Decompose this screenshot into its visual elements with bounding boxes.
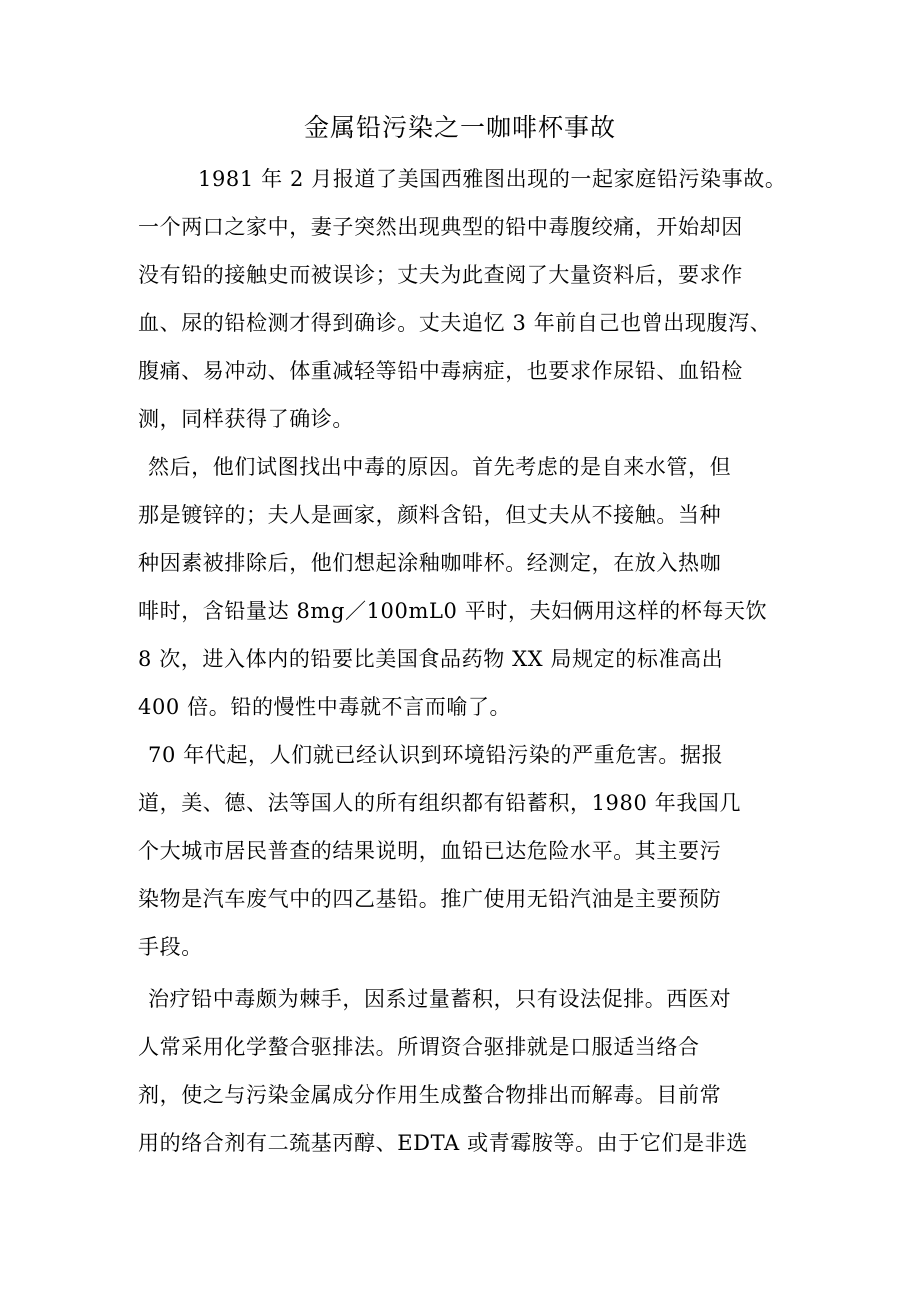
document-title: 金属铅污染之一咖啡杯事故 (303, 113, 616, 142)
paragraph-2-line-4: 啡时，含铅量达 8mg／100mL0 平时，夫妇俩用这样的杯每天饮 (138, 599, 768, 623)
paragraph-1-line-5: 腹痛、易冲动、体重减轻等铅中毒病症，也要求作尿铅、血铅检 (138, 359, 743, 383)
paragraph-1-line-4: 血、尿的铅检测才得到确诊。丈夫追忆 3 年前自己也曾出现腹泻、 (138, 311, 772, 335)
paragraph-4-line-3: 剂，使之与污染金属成分作用生成螯合物排出而解毒。目前常 (138, 1083, 722, 1107)
paragraph-3-line-5: 手段。 (138, 935, 203, 959)
paragraph-2-line-5: 8 次，进入体内的铅要比美国食品药物 XX 局规定的标准高出 (138, 647, 724, 671)
paragraph-2-line-2: 那是镀锌的；夫人是画家，颜料含铅，但丈夫从不接触。当种 (138, 503, 722, 527)
paragraph-3-line-2: 道，美、德、法等国人的所有组织都有铅蓄积，1980 年我国几 (138, 791, 742, 815)
paragraph-3-line-1: 70 年代起，人们就已经认识到环境铅污染的严重危害。据报 (148, 743, 724, 767)
paragraph-1-line-6: 测，同样获得了确诊。 (138, 407, 354, 431)
paragraph-4-line-1: 治疗铅中毒颇为棘手，因系过量蓄积，只有设法促排。西医对 (148, 987, 732, 1011)
paragraph-2-line-1: 然后，他们试图找出中毒的原因。首先考虑的是自来水管，但 (148, 455, 732, 479)
paragraph-4-line-2: 人常采用化学螯合驱排法。所谓资合驱排就是口服适当络合 (138, 1035, 700, 1059)
paragraph-1-line-2: 一个两口之家中，妻子突然出现典型的铅中毒腹绞痛，开始却因 (138, 215, 743, 239)
paragraph-1-line-1: 1981 年 2 月报道了美国西雅图出现的一起家庭铅污染事故。 (198, 167, 787, 191)
paragraph-2-line-3: 种因素被排除后，他们想起涂釉咖啡杯。经测定，在放入热咖 (138, 551, 722, 575)
paragraph-1-line-3: 没有铅的接触史而被误诊；丈夫为此查阅了大量资料后，要求作 (138, 263, 743, 287)
paragraph-3-line-3: 个大城市居民普查的结果说明，血铅已达危险水平。其主要污 (138, 839, 722, 863)
paragraph-2-line-6: 400 倍。铅的慢性中毒就不言而喻了。 (138, 695, 512, 719)
paragraph-3-line-4: 染物是汽车废气中的四乙基铅。推广使用无铅汽油是主要预防 (138, 887, 722, 911)
paragraph-4-line-4: 用的络合剂有二巯基丙醇、EDTA 或青霉胺等。由于它们是非选 (138, 1131, 748, 1155)
